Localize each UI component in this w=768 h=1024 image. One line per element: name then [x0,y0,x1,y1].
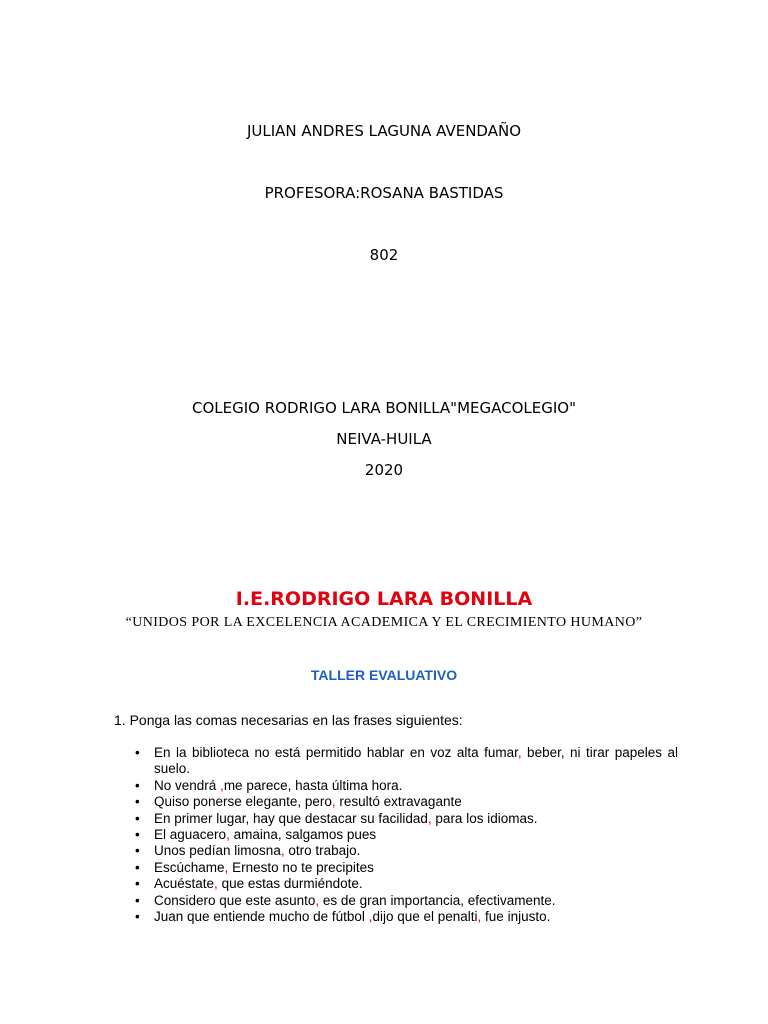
exercise-text: Juan que entiende mucho de fútbol [154,909,369,925]
exercise-item [134,893,678,909]
exercise-text: El aguacero [154,827,227,843]
comma-mark: , [220,777,224,793]
exercise-text: Ernesto no te precipites [228,859,374,875]
cover-city: NEIVA-HUILA [336,430,432,448]
exercise-text: dijo que el penalti [372,909,478,925]
cover-grade: 802 [369,246,399,264]
exercise-text: otro trabajo. [284,843,361,859]
exercise-text: beber, ni tirar papeles al suelo. [154,745,678,777]
school-motto: “UNIDOS POR LA EXCELENCIA ACADEMICA Y EL CRECIMIENTO HUMANO” [125,615,643,630]
comma-mark: , [368,909,373,925]
exercise-text: Quiso ponerse elegante, pero [154,794,332,810]
exercise-text: No vendrá [154,777,221,793]
exercise-item [134,794,678,810]
exercise-text: En la biblioteca no está permitido hablar en voz alta fumar [154,745,518,760]
exercise-text: que estas durmiéndote. [217,876,363,892]
comma-mark: , [427,810,432,826]
exercise-text: En primer lugar, hay que destacar su facilidad [154,810,428,826]
exercise-item [134,909,678,925]
comma-mark: , [477,909,482,925]
comma-mark: , [226,827,230,843]
exercise-text: es de gran importancia, efectivamente. [319,892,556,908]
exercise-item [134,827,678,843]
school-title: I.E.RODRIGO LARA BONILLA [235,588,533,610]
exercise-text: fue injusto. [481,909,551,925]
cover-school: COLEGIO RODRIGO LARA BONILLA"MEGACOLEGIO" [192,399,576,417]
cover-student-name: JULIAN ANDRES LAGUNA AVENDAÑO [246,122,522,140]
exercise-text: Unos pedían limosna [154,843,281,859]
exercise-item [134,745,678,778]
comma-mark: , [280,843,285,859]
exercise-text: resultó extravagante [335,794,462,810]
exercise-text: Acuéstate [154,876,215,892]
exercise-text: me parece, hasta última hora. [223,777,403,793]
comma-mark: , [517,745,522,760]
workshop-title: TALLER EVALUATIVO [310,667,458,683]
comma-mark: , [214,876,218,892]
exercise-item [134,778,678,794]
cover-year: 2020 [364,461,404,479]
cover-teacher: PROFESORA:ROSANA BASTIDAS [264,184,504,202]
comma-mark: , [224,859,229,875]
comma-mark: , [315,892,320,908]
exercise-text: Escúchame [154,859,225,875]
question-text: 1. Ponga las comas necesarias en las frases siguientes: [114,712,463,728]
exercise-item [134,843,678,859]
comma-mark: , [331,794,336,810]
exercise-list [134,745,678,925]
exercise-item [134,811,678,827]
exercise-text: Considero que este asunto [154,892,316,908]
exercise-text: para los idiomas. [431,810,538,826]
exercise-text: amaina, salgamos pues [229,827,377,843]
exercise-item [134,876,678,892]
exercise-item [134,860,678,876]
